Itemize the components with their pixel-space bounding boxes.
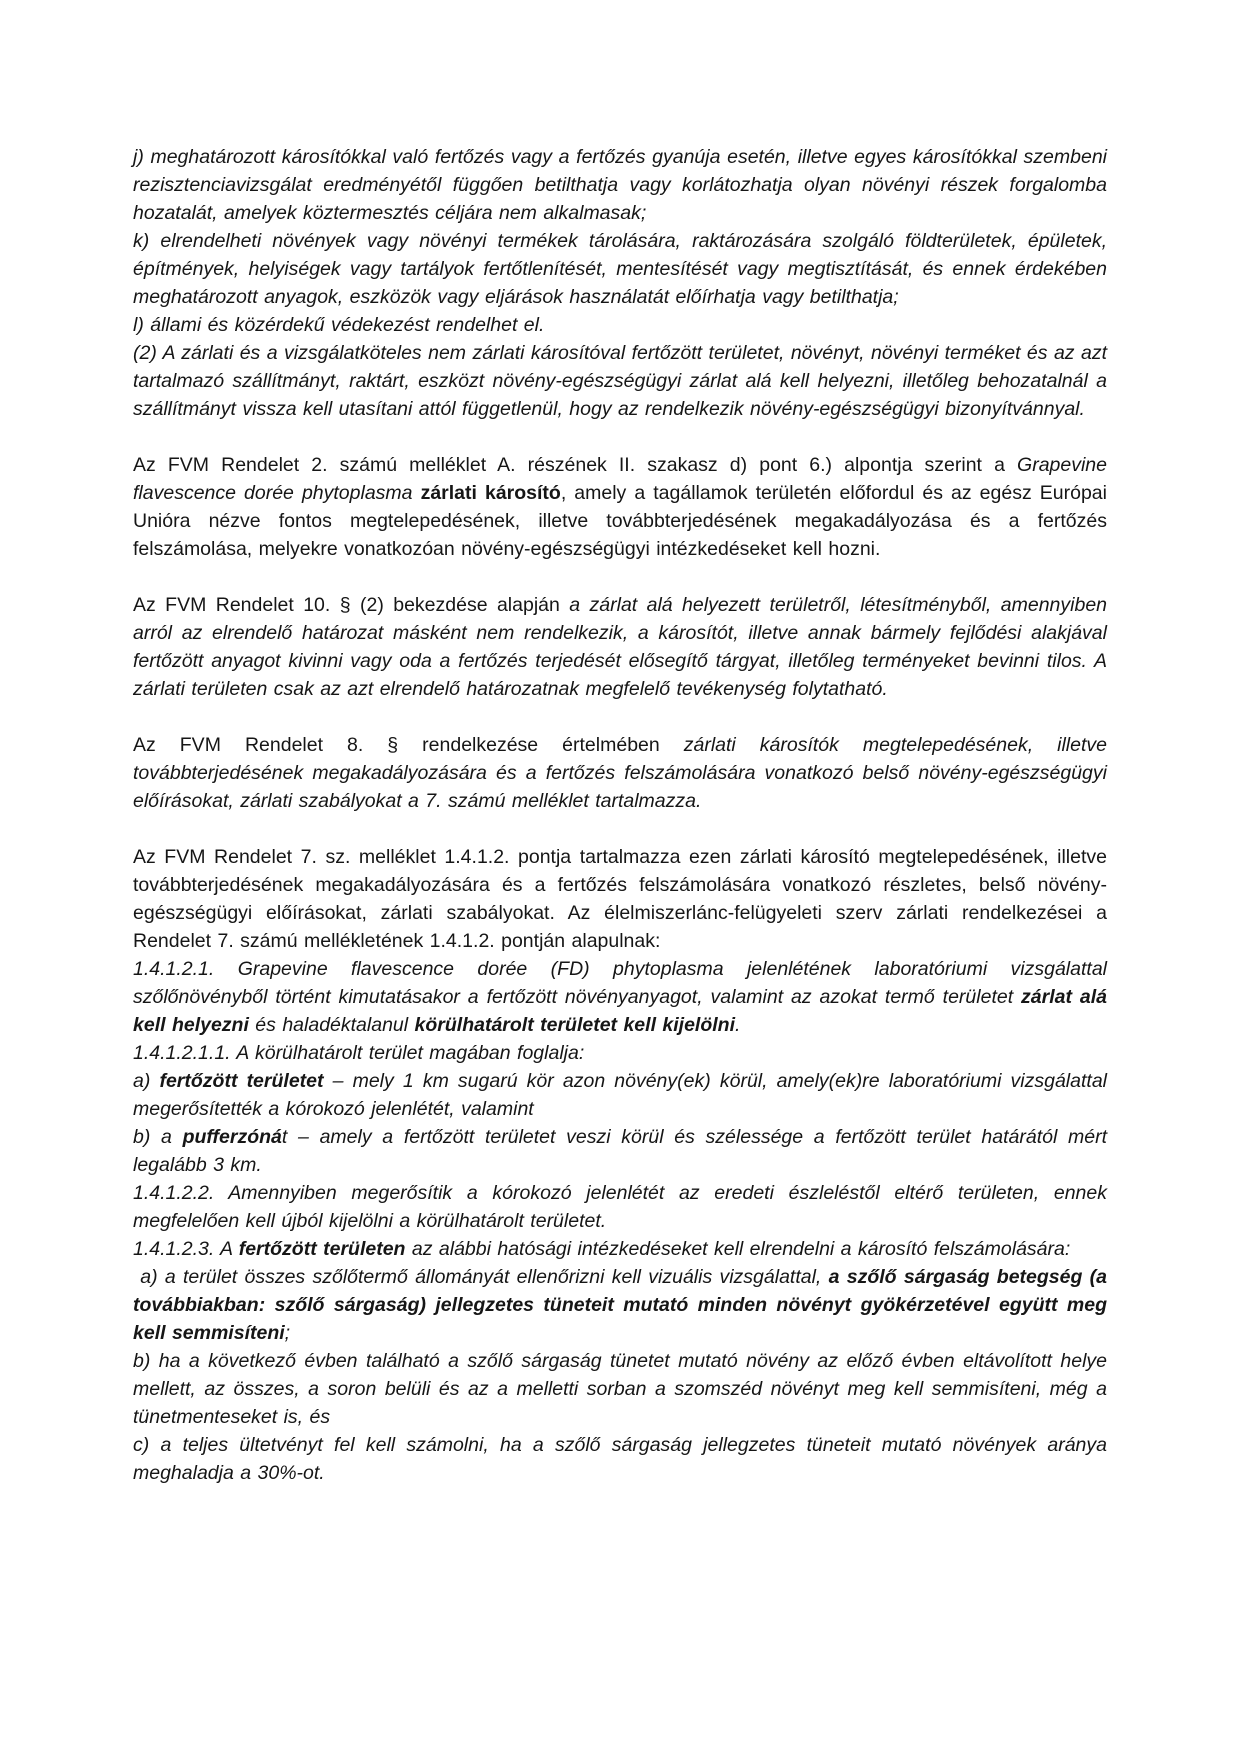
document-body	[133, 143, 1107, 1487]
para-point-2	[133, 339, 1107, 423]
text-run: Az FVM Rendelet 2. számú melléklet A. részének II. szakasz d) pont 6.) alpontja szerint a	[133, 454, 1018, 476]
para-fvm-rendelet-7	[133, 843, 1107, 955]
text-run: körülhatárolt területet kell kijelölni	[414, 1014, 736, 1036]
text-run: – mely 1 km sugarú kör azon növény(ek) körül, amely(ek)re laboratóriumi vizsgálattal megerősítették a kórokozó jelenlétét, valamint	[133, 1070, 1107, 1120]
text-run: .	[735, 1014, 741, 1036]
text-run: zárlat alá kell helyezni	[133, 986, 1107, 1036]
text-run: c) a teljes ültetvényt fel kell számolni, ha a szőlő sárgaság jellegzetes tüneteit mutató növények aránya meghaladja a 30%-ot.	[133, 1434, 1107, 1484]
text-run: b) a	[133, 1126, 183, 1148]
para-fvm-rendelet-8	[133, 731, 1107, 815]
text-run: k) elrendelheti növények vagy növényi termékek tárolására, raktározására szolgáló földterületek, épületek, építmények, helyiségek vagy tartályok fertőtlenítését, mentesítését vagy megtisztítását, és ennek érdekében meghatározott anyagok, eszközök vagy eljárások használatát előírhatja vagy betilthatja;	[133, 230, 1107, 308]
para-point-a-terulet	[133, 1067, 1107, 1123]
text-run: 1.4.1.2.1. Grapevine flavescence dorée (FD) phytoplasma jelenlétének laboratóriumi vizsgálattal szőlőnövényből történt kimutatásakor a fertőzött növényanyagot, valamint az azokat termő területet	[133, 958, 1107, 1008]
block-fvm-rendelet-10	[133, 591, 1107, 703]
text-run: Az FVM Rendelet 7. sz. melléklet 1.4.1.2. pontja tartalmazza ezen zárlati károsító megtelepedésének, illetve továbbterjedésének megakadályozására és a fertőzés felszámolására vonatkozó részletes, belső növény-egészségügyi előírásokat, zárlati szabályokat. Az élelmiszerlánc-felügyeleti szerv zárlati rendelkezései a Rendelet 7. számú mellékletének 1.4.1.2. pontján alapulnak:	[133, 846, 1107, 952]
text-run: 1.4.1.2.2. Amennyiben megerősítik a kórokozó jelenlétét az eredeti észleléstől eltérő területen, ennek megfelelően kell újból kijelölni a körülhatárolt területet.	[133, 1182, 1107, 1232]
block-fvm-rendelet-7	[133, 843, 1107, 1487]
para-point-b-pufferzona	[133, 1123, 1107, 1179]
para-point-c-intezkedes	[133, 1431, 1107, 1487]
para-1-4-1-2-1	[133, 955, 1107, 1039]
text-run: Grapevine flavescence dorée phytoplasma	[133, 454, 1107, 504]
para-fvm-rendelet-10	[133, 591, 1107, 703]
text-run: b) ha a következő évben található a szőlő sárgaság tünetet mutató növény az előző évben eltávolított helye mellett, az összes, a soron belüli és az a melletti sorban a szomszéd növényt meg kell semmisíteni, még a tünetmenteseket is, és	[133, 1350, 1107, 1428]
text-run: fertőzött területen	[238, 1238, 406, 1260]
para-point-j	[133, 143, 1107, 227]
text-run: j) meghatározott károsítókkal való fertőzés vagy a fertőzés gyanúja esetén, illetve egyes károsítókkal szembeni rezisztenciavizsgálat eredményétől függően betilthatja vagy korlátozhatja olyan növényi részek forgalomba hozatalát, amelyek köztermesztés céljára nem alkalmasak;	[133, 146, 1107, 224]
text-run: zárlati károsító	[420, 482, 561, 504]
block-fvm-rendelet-2	[133, 451, 1107, 563]
para-1-4-1-2-3	[133, 1235, 1107, 1263]
text-run: l) állami és közérdekű védekezést rendelhet el.	[133, 314, 545, 336]
text-run: a zárlat alá helyezett területről, létesítményből, amennyiben arról az elrendelő határozat másként nem rendelkezik, a károsítót, illetve annak bármely fejlődési alakjával fertőzött anyagot kivinni vagy oda a fertőzés terjedését elősegítő tárgyat, illetőleg terményeket bevinni tilos. A zárlati területen csak az azt elrendelő határozatnak megfelelő tevékenység folytatható.	[133, 594, 1108, 700]
text-run: t – amely a fertőzött területet veszi körül és szélessége a fertőzött terület határától mért legalább 3 km.	[133, 1126, 1107, 1176]
text-run: Az FVM Rendelet 10. § (2) bekezdése alapján	[133, 594, 570, 616]
text-run: fertőzött területet	[159, 1070, 324, 1092]
text-run: az alábbi hatósági intézkedéseket kell elrendelni a károsító felszámolására:	[405, 1238, 1071, 1260]
para-fvm-rendelet-2	[133, 451, 1107, 563]
para-1-4-1-2-1-1	[133, 1039, 1107, 1067]
text-run: pufferzóná	[182, 1126, 282, 1148]
para-point-k	[133, 227, 1107, 311]
para-point-b-intezkedes	[133, 1347, 1107, 1431]
para-1-4-1-2-2	[133, 1179, 1107, 1235]
text-run: , amely a tagállamok területén előfordul és az egész Európai Unióra nézve fontos megtelepedésének, illetve továbbterjedésének megakadályozása és a fertőzés felszámolása, melyekre vonatkozóan növény-egészségügyi intézkedéseket kell hozni.	[133, 482, 1107, 560]
block-fvm-rendelet-8	[133, 731, 1107, 815]
text-run: (2) A zárlati és a vizsgálatköteles nem zárlati károsítóval fertőzött területet, növényt, növényi terméket és az azt tartalmazó szállítmányt, raktárt, eszközt növény-egészségügyi zárlat alá kell helyezni, illetőleg behozatalnál a szállítmányt vissza kell utasítani attól függetlenül, hogy az rendelkezik növény-egészségügyi bizonyítvánnyal.	[133, 342, 1107, 420]
text-run: a szőlő sárgaság betegség (a továbbiakban: szőlő sárgaság) jellegzetes tüneteit mutató minden növényt gyökérzetével együtt meg kell semmisíteni	[133, 1266, 1107, 1344]
block-intro-points	[133, 143, 1107, 423]
para-point-a-intezkedes	[133, 1263, 1107, 1347]
para-point-l	[133, 311, 1107, 339]
text-run: a)	[133, 1070, 160, 1092]
text-run: 1.4.1.2.1.1. A körülhatárolt terület magában foglalja:	[133, 1042, 585, 1064]
text-run: 1.4.1.2.3. A	[133, 1238, 239, 1260]
text-run: Az FVM Rendelet 8. § rendelkezése értelmében	[133, 734, 684, 756]
text-run: zárlati károsítók megtelepedésének, illetve továbbterjedésének megakadályozására és a fertőzés felszámolására vonatkozó belső növény-egészségügyi előírásokat, zárlati szabályokat a 7. számú melléklet tartalmazza.	[133, 734, 1107, 812]
text-run: és haladéktalanul	[248, 1014, 415, 1036]
text-run: a) a terület összes szőlőtermő állományát ellenőrizni kell vizuális vizsgálattal,	[133, 1266, 829, 1288]
text-run: ;	[284, 1322, 291, 1344]
